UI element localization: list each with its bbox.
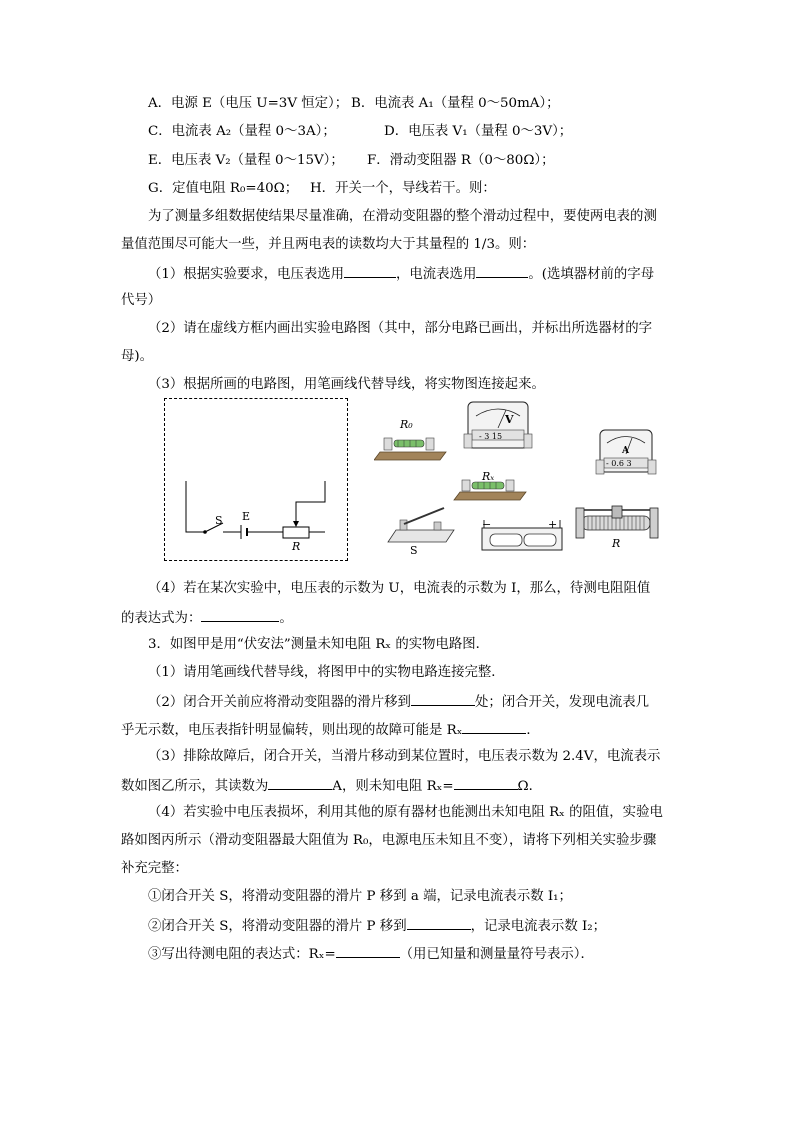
q2-part4-text-b: 的表达式为： [121, 611, 202, 626]
q3-part1: （1）请用笔画线代替导线，将图甲中的实物电路连接完整． [148, 665, 505, 680]
ammeter-answer-blank[interactable] [476, 265, 528, 278]
q3-part2-text-d: ． [526, 723, 540, 738]
rx-resistor-board [454, 480, 526, 500]
r0-label: R₀ [400, 418, 413, 431]
ammeter-scale-label: - 0.6 3 [606, 459, 632, 468]
q2-part4-line2 [121, 609, 293, 627]
option-d: D．电压表 V₁（量程 0～3V）； [384, 124, 573, 139]
q3-step3 [148, 945, 594, 963]
option-b: B．电流表 A₁（量程 0～50mA）； [351, 96, 560, 111]
rheostat-slider-arrow [293, 521, 299, 527]
q2-part1-text-c: 。(选填器材前的字母 [528, 267, 655, 282]
rheostat-part-label: R [612, 537, 621, 550]
q2-part1-text-a: （1）根据实验要求，电压表选用 [148, 267, 344, 282]
apparatus-illustration [374, 396, 674, 556]
circuit-diagram-box[interactable] [164, 398, 348, 561]
q3-part4-line2: 路如图丙所示（滑动变阻器最大阻值为 R₀，电源电压未知且不变），请将下列相关实验步骤 [121, 833, 657, 848]
q3-part4-line3: 补充完整： [121, 861, 188, 876]
q3-part4-line1: （4）若实验中电压表损坏，利用其他的原有器材也能测出未知电阻 Rₓ 的阻值，实验电 [148, 805, 663, 820]
voltmeter-scale-label: - 3 15 [479, 432, 503, 441]
q3-part2-text-a: （2）闭合开关前应将滑动变阻器的滑片移到 [148, 695, 411, 710]
fault-blank[interactable] [462, 721, 526, 734]
q2-part4-text-c: 。 [279, 611, 293, 626]
switch-part-label: S [410, 544, 418, 557]
q3-part2-line1 [148, 693, 649, 711]
battery-minus-label: − [482, 518, 492, 531]
q3-step2-text-a: ②闭合开关 S，将滑动变阻器的滑片 P 移到 [148, 919, 407, 934]
q3-step2 [148, 917, 606, 935]
q3-part2-text-c: 乎无示数，电压表指针明显偏转，则出现的故障可能是 Rₓ [121, 723, 463, 738]
voltmeter-letter: V [505, 413, 514, 426]
q3-part2-line2 [121, 721, 540, 739]
rheostat-body [283, 527, 309, 538]
q3-part3-text-b: 数如图乙所示，其读数为 [121, 779, 269, 794]
option-g: G．定值电阻 R₀=40Ω； [148, 181, 299, 196]
q3-step1: ①闭合开关 S，将滑动变阻器的滑片 P 移到 a 端，记录电流表示数 I₁； [148, 889, 572, 904]
q3-part3-line2 [121, 777, 542, 795]
q2-part4-line1: （4）若在某次实验中，电压表的示数为 U，电流表的示数为 I，那么，待测电阻阻值 [148, 581, 651, 596]
q2-part3: （3）根据所画的电路图，用笔画线代替导线，将实物图连接起来。 [148, 377, 545, 392]
q3-step3-text-b: （用已知量和测量量符号表示）． [399, 947, 594, 962]
slider-position-blank[interactable] [411, 693, 475, 706]
option-f: F．滑动变阻器 R（0～80Ω）； [367, 153, 555, 168]
q2-part1-text-b: ，电流表选用 [396, 267, 477, 282]
ammeter-letter: A [622, 446, 629, 456]
partial-circuit-drawing [165, 399, 349, 562]
q2-part2-line2: 母)。 [121, 349, 154, 364]
rx-value-blank[interactable] [454, 777, 518, 790]
q3-part3-line1: （3）排除故障后，闭合开关，当滑片移动到某位置时，电压表示数为 2.4V，电流表示 [148, 749, 661, 764]
q3-step3-text-a: ③写出待测电阻的表达式：Rₓ= [148, 947, 336, 962]
source-label: E [242, 510, 251, 523]
q2-part2-line1: （2）请在虚线方框内画出实验电路图（其中，部分电路已画出，并标出所选器材的字 [148, 321, 652, 336]
resistance-expression-blank[interactable] [201, 609, 279, 622]
q2-part1-line2: 代号） [121, 293, 162, 308]
q3-step2-text-b: ，记录电流表示数 I₂； [470, 919, 607, 934]
voltmeter-answer-blank[interactable] [344, 265, 396, 278]
option-e: E．电压表 V₂（量程 0～15V）； [148, 153, 344, 168]
r0-resistor-board [374, 438, 446, 460]
rheostat-slider-wire [296, 481, 325, 523]
current-reading-blank[interactable] [268, 777, 332, 790]
q2-part1 [148, 265, 654, 283]
q3-part3-text-c: A，则未知电阻 Rₓ= [332, 779, 454, 794]
switch-label: S [215, 514, 223, 527]
rheostat-label: R [292, 540, 301, 553]
knife-switch-device [388, 508, 454, 542]
rx-label: Rₓ [482, 470, 495, 483]
option-a: A．电源 E（电压 U=3V 恒定）； [148, 96, 349, 111]
option-c: C．电流表 A₂（量程 0～3A）； [148, 124, 336, 139]
q3-title: 3．如图甲是用“伏安法”测量未知电阻 Rₓ 的实物电路图． [148, 637, 490, 652]
q2-intro-line1: 为了测量多组数据使结果尽量准确，在滑动变阻器的整个滑动过程中，要使两电表的测 [148, 209, 657, 224]
rx-expression-blank[interactable] [336, 945, 400, 958]
q2-intro-line2: 量值范围尽可能大一些，并且两电表的读数均大于其量程的 1/3。则： [121, 237, 536, 252]
step2-position-blank[interactable] [407, 917, 471, 930]
option-h: H．开关一个，导线若干。则： [310, 181, 496, 196]
q3-part2-text-b: 处；闭合开关，发现电流表几 [474, 695, 650, 710]
q3-part3-text-d: Ω． [517, 779, 543, 794]
sliding-rheostat-device [576, 506, 658, 538]
battery-plus-label: + [548, 518, 558, 531]
